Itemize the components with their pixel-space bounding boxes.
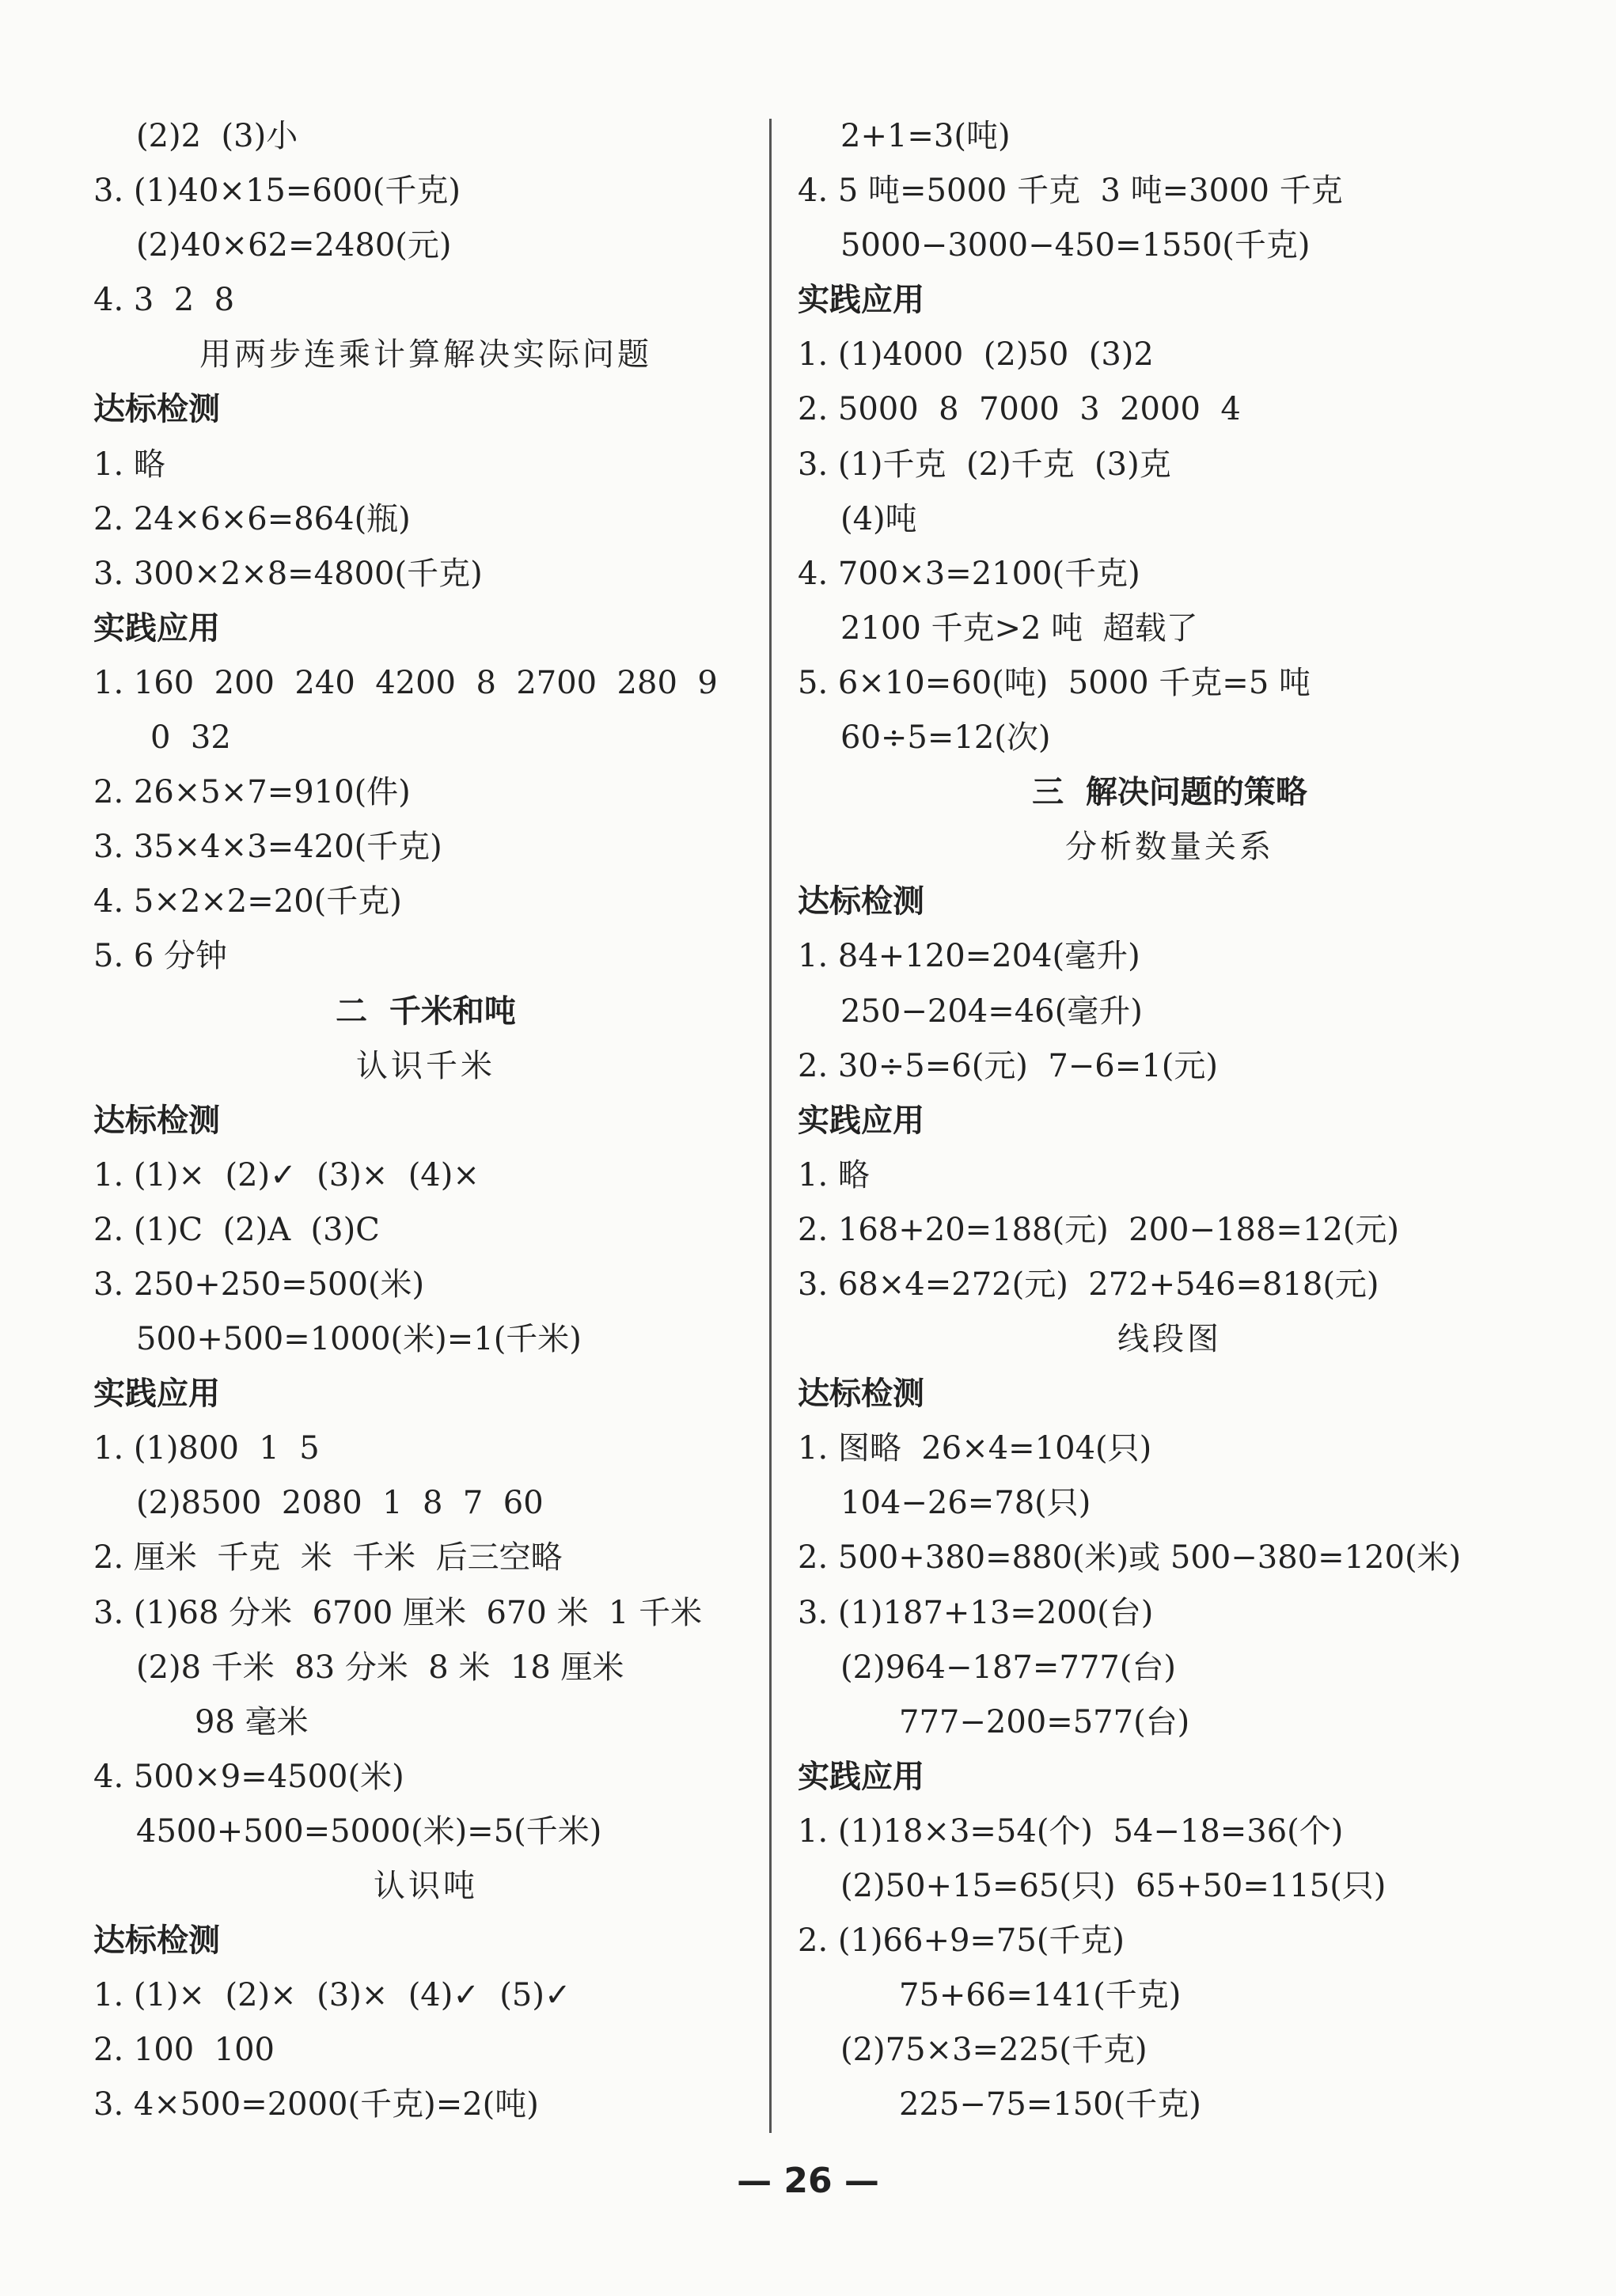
right-line: 3. 68×4=272(元) 272+546=818(元) — [798, 1266, 1379, 1303]
right-line: 2+1=3(吨) — [840, 118, 1011, 154]
right-line: 1. (1)18×3=54(个) 54−18=36(个) — [798, 1812, 1344, 1850]
page-number: — 26 — — [737, 2161, 879, 2201]
right-line: 2. (1)66+9=75(千克) — [798, 1922, 1125, 1960]
right-line: (4)吨 — [840, 500, 917, 537]
right-line: 实践应用 — [798, 282, 924, 319]
left-line: 达标检测 — [93, 1922, 220, 1960]
left-line: (2)8500 2080 1 8 7 60 — [136, 1485, 544, 1522]
right-line: 1. 84+120=204(毫升) — [798, 938, 1140, 975]
right-line: 4. 5 吨=5000 千克 3 吨=3000 千克 — [798, 173, 1343, 210]
right-line: (2)75×3=225(千克) — [840, 2032, 1148, 2069]
right-line: 2. 500+380=880(米)或 500−380=120(米) — [798, 1539, 1462, 1577]
left-line: 3. (1)68 分米 6700 厘米 670 米 1 千米 — [93, 1594, 703, 1631]
left-line: 500+500=1000(米)=1(千米) — [136, 1321, 582, 1358]
right-line: 60÷5=12(次) — [840, 719, 1051, 757]
right-line: 2. 168+20=188(元) 200−188=12(元) — [798, 1211, 1399, 1248]
right-line: 分析数量关系 — [1065, 829, 1274, 866]
left-line: 2. 100 100 — [93, 2032, 275, 2069]
left-line: 实践应用 — [93, 609, 220, 647]
left-line: (2)2 (3)小 — [136, 118, 298, 154]
right-line: 1. 略 — [798, 1156, 870, 1194]
right-line: 2. 30÷5=6(元) 7−6=1(元) — [798, 1047, 1218, 1084]
left-line: 1. 略 — [93, 446, 165, 483]
right-line: 250−204=46(毫升) — [840, 992, 1143, 1030]
left-line: 1. 160 200 240 4200 8 2700 280 9 — [93, 664, 718, 701]
right-line: 1. 图略 26×4=104(只) — [798, 1430, 1152, 1467]
right-line: 三 解决问题的策略 — [1032, 774, 1307, 811]
right-line: 2100 千克>2 吨 超载了 — [840, 609, 1198, 647]
right-line: 达标检测 — [798, 883, 924, 920]
left-line: 5. 6 分钟 — [93, 938, 228, 975]
left-column — [93, 109, 758, 2132]
right-line: 2. 5000 8 7000 3 2000 4 — [798, 391, 1241, 428]
right-line: 225−75=150(千克) — [899, 2086, 1201, 2123]
left-line: 3. 35×4×3=420(千克) — [93, 829, 442, 866]
left-line: 认识吨 — [374, 1868, 478, 1904]
left-line: 2. 24×6×6=864(瓶) — [93, 500, 411, 537]
right-line: 4. 700×3=2100(千克) — [798, 555, 1140, 592]
right-line: 3. (1)千克 (2)千克 (3)克 — [798, 446, 1171, 483]
left-line: 4. 5×2×2=20(千克) — [93, 883, 402, 920]
left-line: (2)40×62=2480(元) — [136, 227, 452, 264]
left-line: 98 毫米 — [195, 1703, 309, 1740]
left-line: 2. 厘米 千克 米 千米 后三空略 — [93, 1539, 563, 1577]
right-line: 777−200=577(台) — [899, 1703, 1190, 1740]
left-line: (2)8 千米 83 分米 8 米 18 厘米 — [136, 1649, 624, 1686]
left-line: 3. 300×2×8=4800(千克) — [93, 555, 483, 592]
left-line: 3. 4×500=2000(千克)=2(吨) — [93, 2086, 539, 2123]
right-line: 75+66=141(千克) — [899, 1977, 1182, 2014]
left-line: 2. 26×5×7=910(件) — [93, 774, 411, 811]
left-line: 达标检测 — [93, 1102, 220, 1139]
right-line: 5000−3000−450=1550(千克) — [840, 227, 1311, 264]
right-line: (2)964−187=777(台) — [840, 1649, 1176, 1686]
right-column — [798, 109, 1542, 2132]
right-line: 线段图 — [1117, 1321, 1222, 1358]
left-line: 实践应用 — [93, 1376, 220, 1413]
column-divider — [769, 119, 772, 2133]
right-line: 实践应用 — [798, 1102, 924, 1139]
right-line: (2)50+15=65(只) 65+50=115(只) — [840, 1868, 1386, 1904]
left-line: 1. (1)800 1 5 — [93, 1430, 320, 1467]
left-line: 4500+500=5000(米)=5(千米) — [136, 1812, 602, 1850]
left-line: 1. (1)× (2)× (3)× (4)✓ (5)✓ — [93, 1977, 571, 2014]
left-line: 二 千米和吨 — [336, 992, 516, 1030]
right-line: 3. (1)187+13=200(台) — [798, 1594, 1154, 1631]
left-line: 3. (1)40×15=600(千克) — [93, 173, 461, 210]
right-line: 达标检测 — [798, 1376, 924, 1413]
left-line: 3. 250+250=500(米) — [93, 1266, 425, 1303]
right-line: 104−26=78(只) — [840, 1485, 1091, 1522]
left-line: 认识千米 — [356, 1047, 495, 1084]
right-line: 1. (1)4000 (2)50 (3)2 — [798, 336, 1154, 374]
left-line: 达标检测 — [93, 391, 220, 428]
left-line: 用两步连乘计算解决实际问题 — [199, 336, 652, 374]
left-line: 4. 500×9=4500(米) — [93, 1758, 404, 1795]
left-line: 4. 3 2 8 — [93, 282, 235, 319]
left-line: 1. (1)× (2)✓ (3)× (4)× — [93, 1156, 480, 1194]
right-line: 5. 6×10=60(吨) 5000 千克=5 吨 — [798, 664, 1311, 701]
left-line: 2. (1)C (2)A (3)C — [93, 1211, 380, 1248]
left-line: 0 32 — [150, 719, 231, 757]
right-line: 实践应用 — [798, 1758, 924, 1795]
